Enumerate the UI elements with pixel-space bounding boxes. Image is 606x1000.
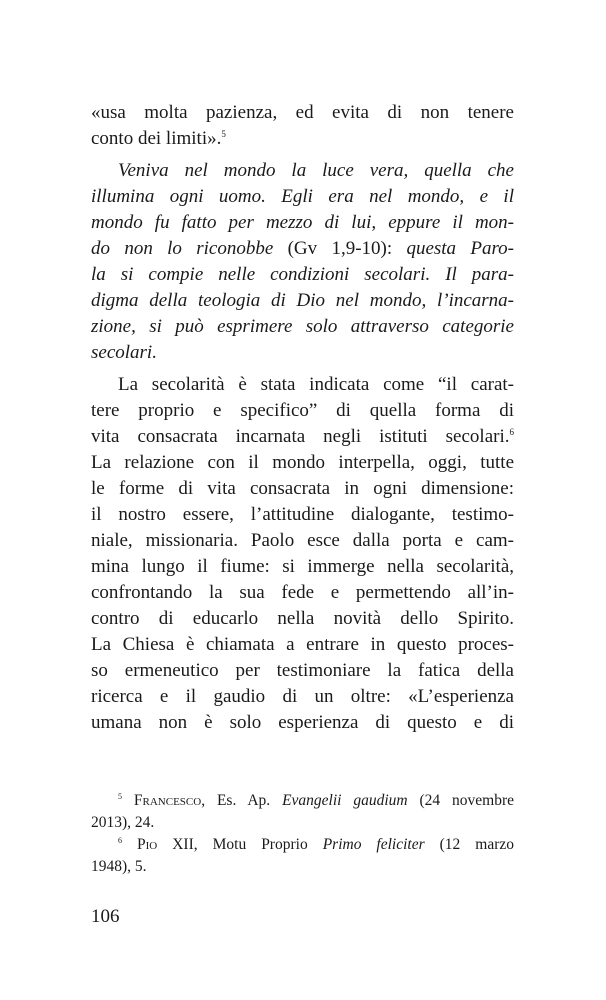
footnote-author: Francesco — [133, 792, 202, 809]
text-span: so ermeneutico per testimoniare la fatica della — [91, 660, 514, 681]
text-span: niale, missionaria. Paolo esce dalla porta e cam- — [91, 530, 514, 551]
text-span: confrontando la sua fede e permettendo all’in- — [91, 582, 514, 603]
footnote-6 — [118, 834, 514, 856]
text-span: La relazione con il mondo interpella, oggi, tutte — [91, 452, 514, 473]
footnote-number: 6 — [118, 836, 122, 845]
footnote-text: (24 novembre — [407, 792, 514, 809]
text-line — [91, 450, 514, 476]
text-line — [91, 554, 514, 580]
text-span: la si compie nelle condizioni secolari. Il para- — [91, 264, 514, 285]
text-line — [91, 606, 514, 632]
text-span: conto dei limiti». — [91, 128, 222, 149]
text-line — [91, 424, 514, 450]
text-line — [91, 262, 514, 288]
text-line — [118, 158, 514, 184]
text-line — [91, 502, 514, 528]
footnote-text: 2013), 24. — [91, 814, 155, 831]
text-span: Veniva nel mondo la luce vera, quella che — [118, 160, 514, 181]
text-span: contro di educarlo nella novità dello Spirito. — [91, 608, 514, 629]
text-line — [91, 710, 514, 736]
footnote-text: (12 marzo — [424, 836, 515, 853]
page-number: 106 — [91, 906, 120, 927]
text-line — [91, 184, 514, 210]
text-line — [91, 340, 514, 366]
text-span: La Chiesa è chiamata a entrare in questo proces- — [91, 634, 514, 655]
text-span: umana non è solo esperienza di questo e di — [91, 712, 514, 733]
text-line — [91, 528, 514, 554]
footnote-6-continuation — [91, 856, 514, 878]
text-span: La secolarità è stata indicata come “il carat- — [118, 374, 514, 395]
footnote-ref: 6 — [509, 427, 514, 437]
text-span: zione, si può esprimere solo attraverso categorie — [91, 316, 514, 337]
footnote-number: 5 — [118, 792, 122, 801]
text-line — [91, 684, 514, 710]
text-line — [91, 236, 514, 262]
scripture-reference: (Gv 1,9-10): — [273, 238, 407, 259]
footnote-text: , Es. Ap. — [201, 792, 283, 809]
text-line — [91, 476, 514, 502]
text-span: do non lo riconobbe — [91, 238, 274, 259]
footnote-author: Pio — [137, 836, 158, 853]
text-line — [91, 288, 514, 314]
text-line — [91, 398, 514, 424]
footnote-title: Primo feliciter — [322, 836, 425, 853]
text-span: illumina ogni uomo. Egli era nel mondo, e il — [91, 186, 514, 207]
text-span: secolari. — [91, 342, 157, 363]
text-span: mina lungo il fiume: si immerge nella secolarità, — [91, 556, 514, 577]
text-span: digma della teologia di Dio nel mondo, l’incarna- — [91, 290, 514, 311]
text-span: vita consacrata incarnata negli istituti secolari. — [91, 426, 510, 447]
text-line — [91, 580, 514, 606]
text-span: «usa molta pazienza, ed evita di non tenere — [91, 102, 514, 123]
text-line — [91, 314, 514, 340]
text-span: il nostro essere, l’attitudine dialogante, testimo- — [91, 504, 514, 525]
text-span: le forme di vita consacrata in ogni dimensione: — [91, 478, 514, 499]
footnote-title: Evangelii gaudium — [282, 792, 408, 809]
text-line — [91, 126, 514, 152]
text-span: questa Paro- — [406, 238, 514, 259]
text-line — [91, 658, 514, 684]
text-line — [91, 210, 514, 236]
text-line — [91, 100, 514, 126]
text-span: ricerca e il gaudio di un oltre: «L’esperienza — [91, 686, 514, 707]
text-line — [118, 372, 514, 398]
footnote-text: XII, Motu Proprio — [157, 836, 323, 853]
footnote-text: 1948), 5. — [91, 858, 147, 875]
footnote-5-continuation — [91, 812, 514, 834]
text-line — [91, 632, 514, 658]
footnote-ref: 5 — [221, 129, 226, 139]
text-span: mondo fu fatto per mezzo di lui, eppure il mon- — [91, 212, 514, 233]
footnote-5 — [118, 790, 514, 812]
text-span: tere proprio e specifico” di quella forma di — [91, 400, 514, 421]
